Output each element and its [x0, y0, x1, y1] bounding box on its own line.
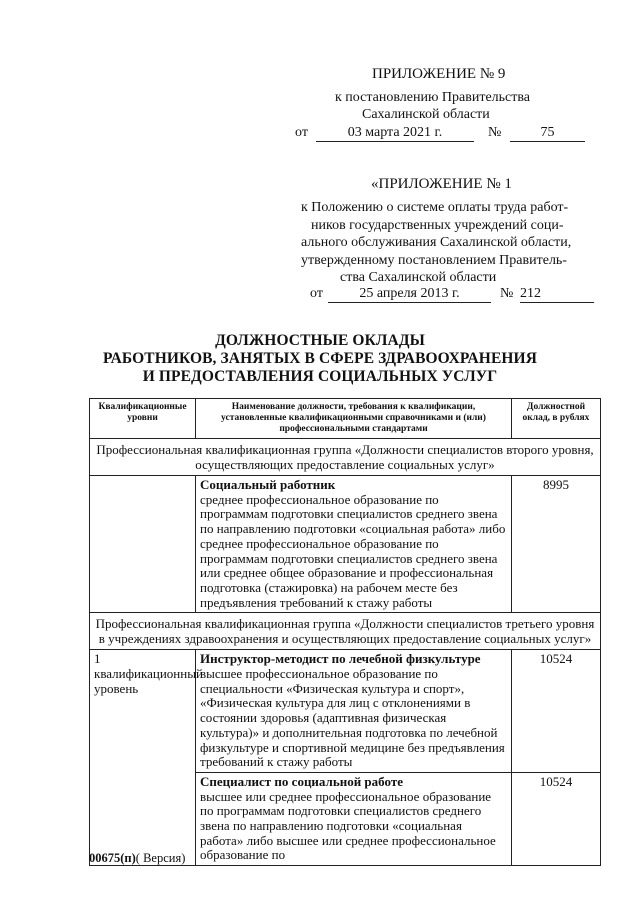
table-row: [90, 476, 601, 613]
position-name: Специалист по социальной работе: [200, 773, 403, 789]
header-levels: Квалификационные уровни: [90, 399, 196, 439]
level-cell: [90, 476, 196, 613]
appendix1-line: ального обслуживания Сахалинской области,: [301, 235, 572, 250]
appendix9-line2: Сахалинской области: [362, 107, 490, 122]
appendix9-title: ПРИЛОЖЕНИЕ № 9: [372, 66, 506, 82]
appendix1-number: 212: [520, 286, 594, 303]
heading-line2: РАБОТНИКОВ, ЗАНЯТЫХ В СФЕРЕ ЗДРАВООХРАНЕНИЯ: [102, 350, 537, 367]
position-name: Инструктор-методист по лечебной физкультуре: [200, 651, 481, 667]
position-cell: [196, 772, 512, 865]
table-row: [90, 650, 601, 773]
salary-cell: 10524: [512, 650, 601, 773]
salary-cell: 8995: [512, 476, 601, 613]
appendix1-date: 25 апреля 2013 г.: [328, 286, 491, 303]
appendix1-line: ников государственных учреждений соци-: [311, 218, 564, 233]
salary-table: [89, 398, 600, 866]
header-salary: Должностной оклад, в рублях: [512, 399, 601, 439]
position-requirements: высшее или среднее профессиональное образование по программам подготовки специалистов среднего звена по направлению подготовки «социальная работа» либо высшее или среднее профессиональное образование по: [200, 788, 496, 863]
group-row: [90, 613, 601, 650]
position-requirements: высшее профессиональное образование по специальности «Физическая культура и спорт», «Физическая культура для лиц с отклонениями в состоянии здоровья (адаптивная физическая культура)» и дополнительная подготовка по лечебной физкультуре и спортивной медицине без предъявления требований к стажу работы: [200, 666, 505, 770]
footer: [89, 851, 185, 866]
appendix1-ot: от: [310, 286, 323, 301]
document-version: ( Версия): [135, 851, 186, 865]
table-header-row: [90, 399, 601, 439]
group-row: [90, 439, 601, 476]
position-name: Социальный работник: [200, 477, 336, 492]
appendix9-number: 75: [510, 125, 585, 142]
position-requirements: среднее профессиональное образование по программам подготовки специалистов среднего звена по направлению подготовки «социальная работа» либо среднее профессиональное образование по программам подготовки специалистов среднего звена или среднее общее образование и профессиональная подготовка (стажировка) на рабочем месте без предъявления требований к стажу работы: [200, 491, 506, 610]
header-position: Наименование должности, требования к квалификации, установленные квалификационными справочниками и (или) профессиональными стандартами: [196, 399, 512, 439]
group-title: Профессиональная квалификационная группа «Должности специалистов второго уровня, осуществляющих предоставление социальных услуг»: [90, 439, 601, 476]
appendix1-title: «ПРИЛОЖЕНИЕ № 1: [371, 176, 512, 192]
appendix9-ot: от: [295, 125, 308, 140]
appendix1-num-label: №: [500, 286, 514, 301]
salary-cell: 10524: [512, 772, 601, 865]
appendix1-line: к Положению о системе оплаты труда работ-: [301, 200, 569, 215]
heading-line3: И ПРЕДОСТАВЛЕНИЯ СОЦИАЛЬНЫХ УСЛУГ: [142, 368, 498, 385]
document-code: 00675(п): [89, 851, 136, 865]
appendix9-num-label: №: [488, 125, 502, 140]
heading-line1: ДОЛЖНОСТНЫЕ ОКЛАДЫ: [215, 332, 425, 349]
level-cell: 1 квалификационный уровень: [90, 650, 196, 866]
appendix9-date: 03 марта 2021 г.: [316, 125, 474, 142]
appendix1-line: утвержденному постановлением Правитель-: [301, 253, 567, 268]
appendix9-line1: к постановлению Правительства: [335, 90, 531, 105]
group-title: Профессиональная квалификационная группа «Должности специалистов третьего уровня в учреждениях здравоохранения и осуществляющих предоставление социальных услуг»: [90, 613, 601, 650]
appendix1-line: ства Сахалинской области: [340, 270, 497, 285]
position-cell: [196, 476, 512, 613]
position-cell: [196, 650, 512, 773]
